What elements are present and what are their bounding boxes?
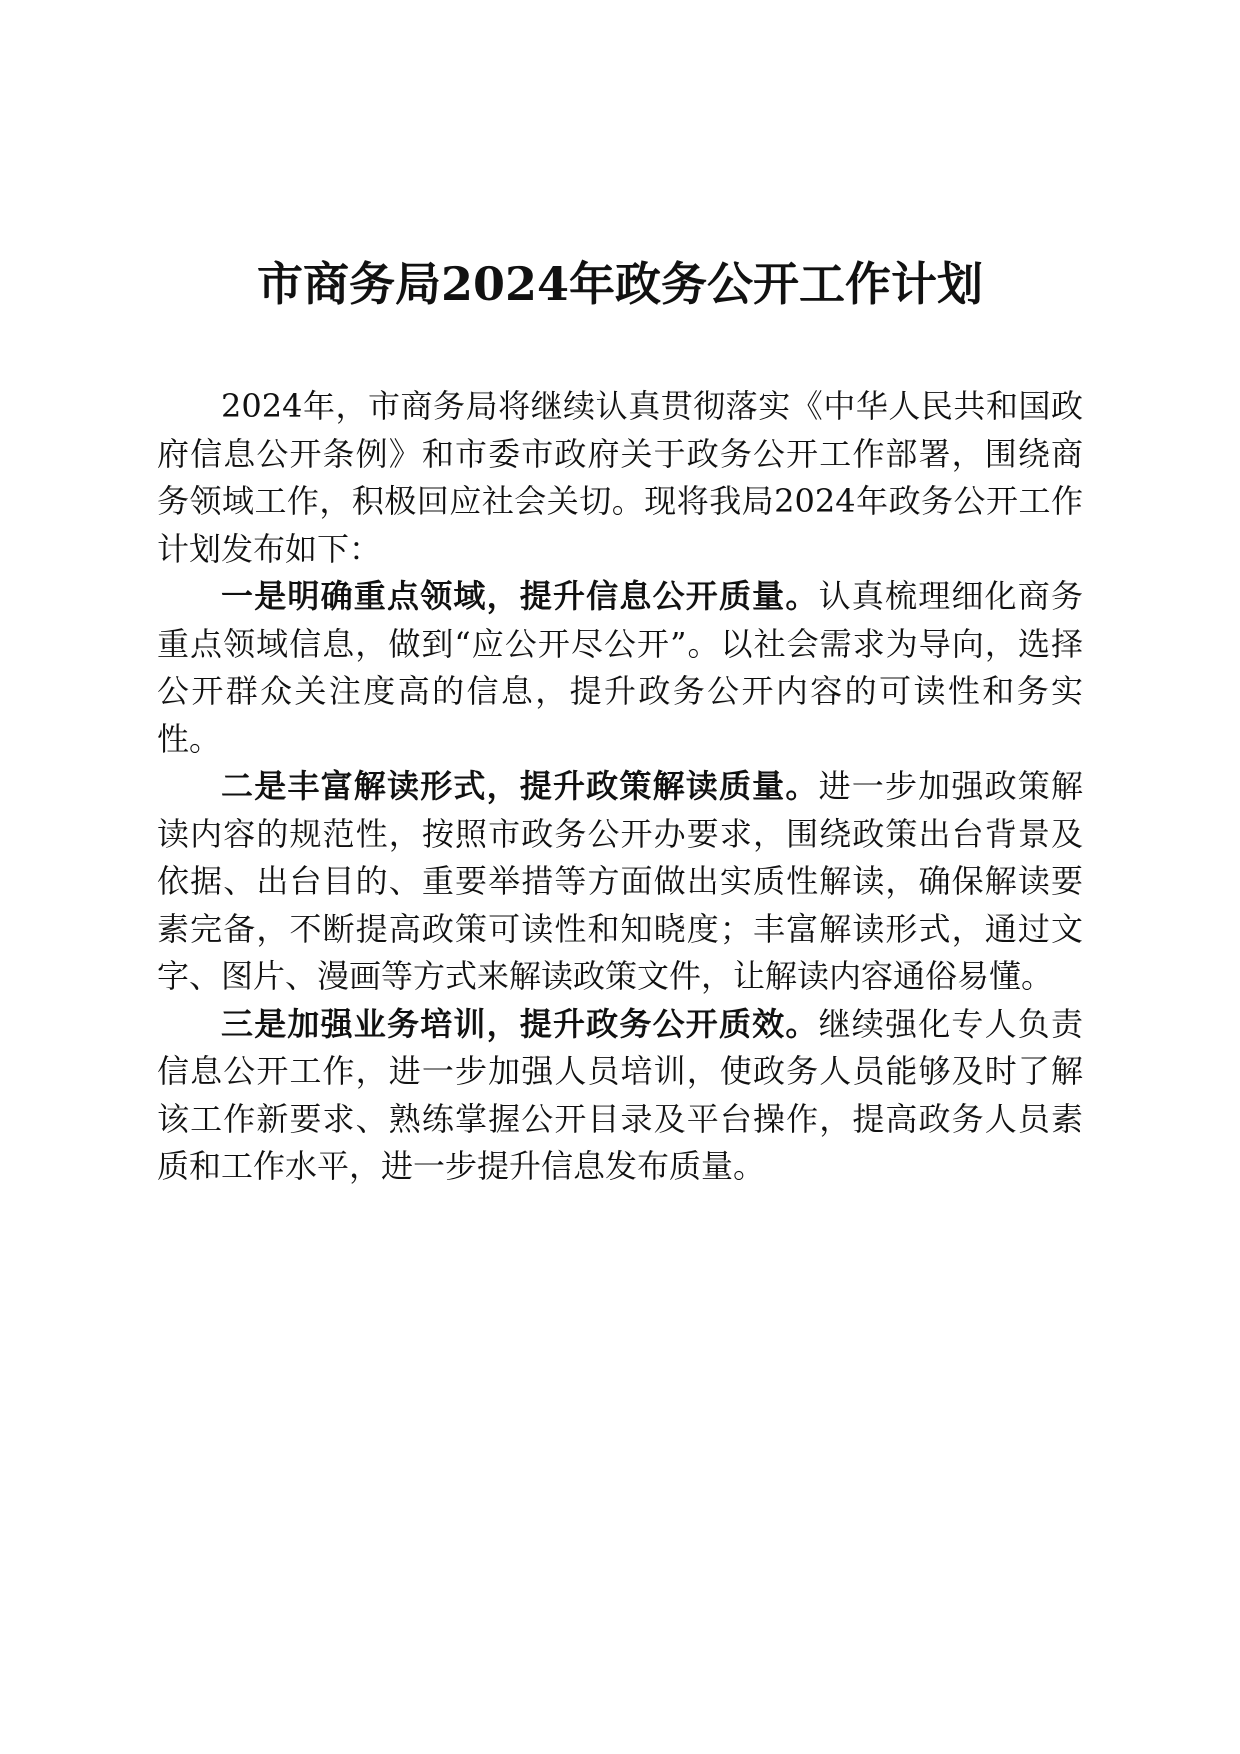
paragraph-point-1 [157,573,1083,763]
paragraph-lead: 三是加强业务培训，提升政务公开质效。 [221,1004,819,1043]
document-title: 市商务局2024年政务公开工作计划 [256,257,984,311]
paragraph-text: 认真梳理细化商务重点领域信息，做到“应公开尽公开”。以社会需求为导向，选择公开群众关注度高的信息，提升政务公开内容的可读性和务实性。 [157,577,1083,758]
document-body [157,383,1083,1191]
paragraph-text: 继续强化专人负责信息公开工作，进一步加强人员培训，使政务人员能够及时了解该工作新要求、熟练掌握公开目录及平台操作，提高政务人员素质和工作水平，进一步提升信息发布质量。 [157,1004,1083,1185]
paragraph-intro [157,383,1083,573]
paragraph-lead: 一是明确重点领域，提升信息公开质量。 [221,577,819,615]
paragraph-point-2 [157,763,1083,1001]
paragraph-text: 2024年，市商务局将继续认真贯彻落实《中华人民共和国政府信息公开条例》和市委市政府关于政务公开工作部署，围绕商务领域工作，积极回应社会关切。现将我局2024年政务公开工作计划发布如下： [157,387,1083,568]
paragraph-point-3 [157,1001,1083,1191]
paragraph-text: 进一步加强政策解读内容的规范性，按照市政务公开办要求，围绕政策出台背景及依据、出台目的、重要举措等方面做出实质性解读，确保解读要素完备，不断提高政策可读性和知晓度；丰富解读形式，通过文字、图片、漫画等方式来解读政策文件，让解读内容通俗易懂。 [157,767,1083,995]
paragraph-lead: 二是丰富解读形式，提升政策解读质量。 [221,767,819,805]
